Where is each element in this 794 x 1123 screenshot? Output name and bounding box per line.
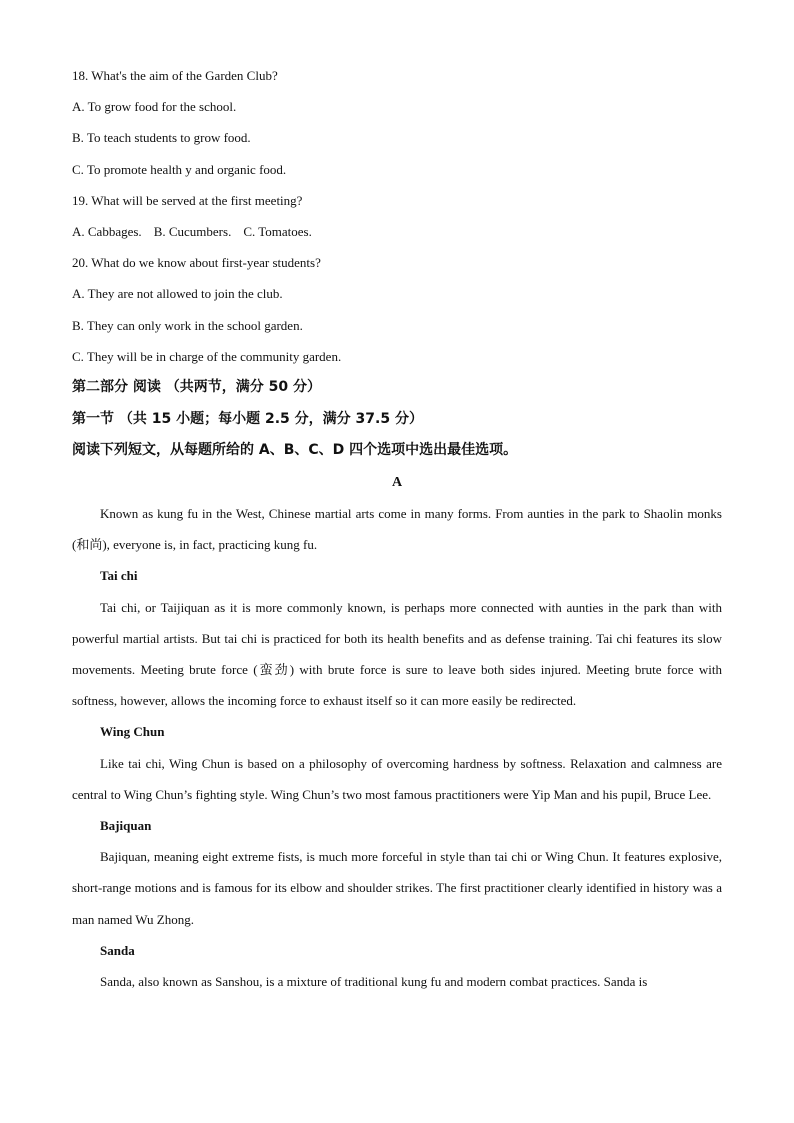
- question-18-stem: 18. What's the aim of the Garden Club?: [72, 68, 278, 83]
- heading-bajiquan: Bajiquan: [100, 818, 152, 834]
- section-sub-title: 第一节 （共 15 小题；每小题 2.5 分，满分 37.5 分）: [72, 410, 423, 427]
- heading-sanda: Sanda: [100, 942, 135, 958]
- question-18-option-c: C. To promote health y and organic food.: [72, 161, 287, 177]
- section-instruction: 阅读下列短文，从每题所给的 A、B、C、D 四个选项中选出最佳选项。: [72, 442, 518, 459]
- question-18-option-a: A. To grow food for the school.: [72, 99, 237, 115]
- section-part-title: 第二部分 阅读 （共两节，满分 50 分）: [72, 379, 321, 396]
- paragraph-tai-chi: Tai chi, or Taijiquan as it is more commonly known, is perhaps more connected with aunties in the park than with powerful martial artists. But tai chi is practiced for both its health benefits and as defense training. Tai chi features its slow movements. Meeting brute force (蛮劲) with brute force is sure to leave both sides injured. Meeting brute force with softness, however, allows the incoming force to exhaust itself so it can more easily be redirected.: [72, 599, 722, 709]
- question-20-stem: 20. What do we know about first-year students?: [72, 255, 321, 271]
- question-20-option-a: A. They are not allowed to join the club.: [72, 286, 283, 302]
- document-page: [72, 60, 722, 997]
- question-18-option-b: B. To teach students to grow food.: [72, 130, 251, 146]
- paragraph-wing-chun: Like tai chi, Wing Chun is based on a philosophy of overcoming hardness by softness. Relaxation and calmness are central to Wing Chun’s fighting style. Wing Chun’s two most famous practitioners were Yip Man and his pupil, Bruce Lee.: [72, 755, 722, 802]
- paragraph-sanda: Sanda, also known as Sanshou, is a mixture of traditional kung fu and modern combat practices. Sanda is: [100, 974, 648, 990]
- question-19-option-c: C. Tomatoes.: [243, 224, 312, 240]
- heading-wing-chun: Wing Chun: [100, 724, 165, 740]
- question-19-option-a: A. Cabbages.: [72, 224, 142, 240]
- heading-tai-chi: Tai chi: [100, 568, 138, 584]
- passage-intro: Known as kung fu in the West, Chinese martial arts come in many forms. From aunties in the park to Shaolin monks (和尚), everyone is, in fact, practicing kung fu.: [72, 506, 722, 553]
- question-19-options: [72, 216, 722, 247]
- question-19-option-b: B. Cucumbers.: [153, 224, 232, 240]
- passage-label: A: [391, 474, 403, 490]
- question-20-option-b: B. They can only work in the school garden.: [72, 317, 303, 333]
- question-19-stem: 19. What will be served at the first meeting?: [72, 192, 303, 208]
- paragraph-bajiquan: Bajiquan, meaning eight extreme fists, is much more forceful in style than tai chi or Wing Chun. It features explosive, short-range motions and is famous for its elbow and shoulder strikes. The first practitioner clearly identified in history was a man named Wu Zhong.: [72, 849, 722, 927]
- question-20-option-c: C. They will be in charge of the community garden.: [72, 348, 342, 364]
